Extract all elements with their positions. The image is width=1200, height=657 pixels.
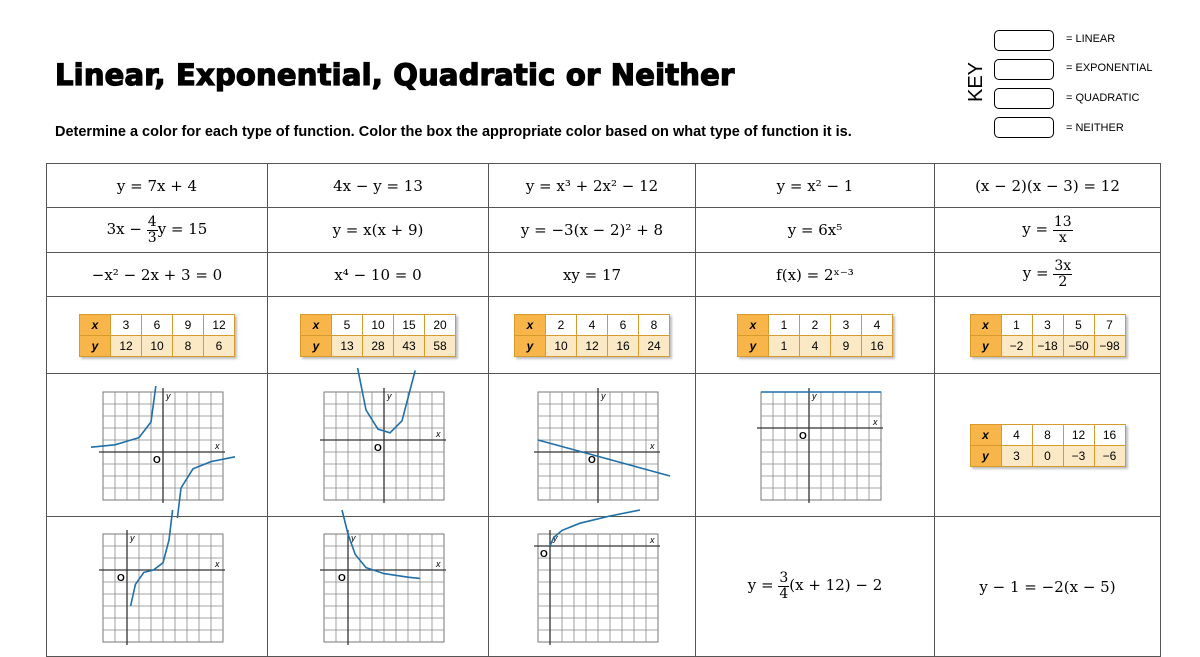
x-axis-label: x — [650, 441, 655, 451]
value-table-row — [970, 445, 1125, 466]
x-axis-label: x — [873, 417, 878, 427]
value-table-header: y — [301, 335, 332, 356]
value-table-cell: 12 — [204, 314, 235, 335]
coordinate-graph — [95, 528, 219, 646]
fraction — [778, 571, 789, 601]
value-table-cell: 4 — [1001, 424, 1032, 445]
value-table-cell: 5 — [332, 314, 363, 335]
x-axis-label: x — [215, 558, 220, 569]
numerator: 3x — [1054, 258, 1072, 275]
cell-r5c2[interactable] — [268, 374, 489, 517]
denominator: x — [1058, 229, 1067, 246]
equation-part: y = — [1022, 220, 1049, 238]
value-table — [79, 314, 235, 357]
value-table-cell: 16 — [608, 335, 639, 356]
value-table-cell: 10 — [363, 314, 394, 335]
cell-r1c4[interactable] — [696, 164, 935, 208]
key-text-quadratic: = QUADRATIC — [1066, 92, 1140, 104]
value-table-cell: 9 — [173, 314, 204, 335]
value-table-header: y — [80, 335, 111, 356]
x-axis-label: x — [436, 429, 441, 439]
equation: (x − 2)(x − 3) = 12 — [975, 176, 1120, 195]
value-table-cell: 3 — [831, 314, 862, 335]
coordinate-graph — [753, 386, 877, 504]
value-table-cell: 20 — [425, 314, 456, 335]
cell-r4c3[interactable] — [489, 297, 696, 374]
equation-part: y = — [1022, 264, 1049, 283]
value-table-cell: 8 — [1032, 424, 1063, 445]
y-axis-label: y — [387, 391, 392, 401]
cell-r5c4[interactable] — [696, 374, 935, 517]
value-table — [970, 424, 1126, 467]
equation: x⁴ − 10 = 0 — [334, 265, 422, 284]
value-table-header: x — [970, 314, 1001, 335]
equation: y = 6x⁵ — [787, 221, 843, 239]
value-table-cell: 1 — [769, 335, 800, 356]
cell-r3c3[interactable] — [489, 253, 696, 297]
y-axis-label: y — [553, 532, 558, 543]
origin-label: O — [338, 572, 346, 584]
coordinate-graph — [316, 386, 440, 504]
value-table-cell: 10 — [546, 335, 577, 356]
cell-r6c2[interactable] — [268, 517, 489, 657]
cell-r2c1[interactable] — [47, 208, 268, 253]
x-axis-label: x — [650, 534, 655, 545]
value-table-cell: 7 — [1094, 314, 1125, 335]
value-table-cell: 16 — [1094, 424, 1125, 445]
value-table-cell: 3 — [111, 314, 142, 335]
value-table-cell: −2 — [1001, 335, 1032, 356]
equation: −x² − 2x + 3 = 0 — [91, 265, 223, 284]
value-table-cell: 4 — [800, 335, 831, 356]
equation: 4x − y = 13 — [333, 176, 423, 195]
equation: y = x(x + 9) — [332, 221, 424, 239]
value-table-cell: 8 — [639, 314, 670, 335]
value-table-row — [970, 335, 1125, 356]
key-text-neither: = NEITHER — [1066, 122, 1124, 134]
value-table-cell: 6 — [608, 314, 639, 335]
origin-label: O — [588, 455, 596, 466]
y-axis-label: y — [601, 391, 606, 401]
value-table-cell: −98 — [1094, 335, 1125, 356]
value-table-cell: −18 — [1032, 335, 1063, 356]
value-table-header: y — [738, 335, 769, 356]
cell-r2c5[interactable] — [935, 208, 1161, 253]
value-table-cell: 8 — [173, 335, 204, 356]
origin-label: O — [153, 455, 161, 466]
equation: y − 1 = −2(x − 5) — [979, 577, 1116, 596]
coordinate-graph — [316, 528, 440, 646]
equation-part: 3x − — [106, 220, 142, 238]
value-table-cell: 12 — [111, 335, 142, 356]
cell-r1c2[interactable] — [268, 164, 489, 208]
cell-r4c5[interactable] — [935, 297, 1161, 374]
value-table-header: y — [515, 335, 546, 356]
equation-part: y = 15 — [157, 220, 208, 238]
denominator: 2 — [1058, 274, 1068, 290]
value-table-header: x — [515, 314, 546, 335]
key-box-exponential[interactable] — [994, 59, 1054, 80]
origin-label: O — [374, 443, 382, 454]
cell-r4c2[interactable] — [268, 297, 489, 374]
fraction — [1053, 259, 1072, 289]
value-table-row — [738, 335, 893, 356]
cell-r1c1[interactable] — [47, 164, 268, 208]
y-axis-label: y — [351, 532, 356, 543]
value-table — [514, 314, 670, 357]
value-table-row — [515, 335, 670, 356]
numerator: 3 — [779, 570, 789, 587]
value-table-cell: 24 — [639, 335, 670, 356]
value-table-row — [301, 335, 456, 356]
value-table — [300, 314, 456, 357]
cell-r6c4[interactable] — [696, 517, 935, 657]
denominator: 3 — [147, 229, 157, 246]
value-table — [970, 314, 1126, 357]
value-table-cell: 2 — [546, 314, 577, 335]
origin-label: O — [799, 431, 807, 442]
numerator: 13 — [1053, 213, 1072, 230]
value-table-cell: 6 — [142, 314, 173, 335]
denominator: 4 — [779, 586, 789, 602]
value-table-row — [515, 314, 670, 335]
value-table-cell: 1 — [1001, 314, 1032, 335]
key-box-neither[interactable] — [994, 117, 1054, 138]
function-grid — [46, 163, 1161, 657]
value-table-cell: 4 — [577, 314, 608, 335]
cell-r3c2[interactable] — [268, 253, 489, 297]
value-table-cell: −6 — [1094, 445, 1125, 466]
value-table-cell: 5 — [1063, 314, 1094, 335]
value-table-cell: 13 — [332, 335, 363, 356]
cell-r2c4[interactable] — [696, 208, 935, 253]
key-box-linear[interactable] — [994, 30, 1054, 51]
cell-r4c4[interactable] — [696, 297, 935, 374]
cell-r4c1[interactable] — [47, 297, 268, 374]
value-table-cell: 1 — [769, 314, 800, 335]
cell-r6c3[interactable] — [489, 517, 696, 657]
value-table-cell: 4 — [862, 314, 893, 335]
cell-r2c2[interactable] — [268, 208, 489, 253]
value-table-cell: 3 — [1032, 314, 1063, 335]
fraction — [147, 215, 158, 245]
cell-r1c5[interactable] — [935, 164, 1161, 208]
value-table-cell: 12 — [577, 335, 608, 356]
cell-r5c5[interactable] — [935, 374, 1161, 517]
value-table-cell: 6 — [204, 335, 235, 356]
equation: xy = 17 — [562, 265, 622, 284]
y-axis-label: y — [130, 532, 135, 543]
cell-r6c1[interactable] — [47, 517, 268, 657]
page-title: Linear, Exponential, Quadratic or Neither — [55, 58, 735, 92]
instructions: Determine a color for each type of function. Color the box the appropriate color based on what type of function it is. — [55, 124, 852, 140]
x-axis-label: x — [436, 558, 441, 569]
x-axis-label: x — [215, 441, 220, 451]
value-table-row — [301, 314, 456, 335]
value-table-cell: 9 — [831, 335, 862, 356]
origin-label: O — [540, 548, 548, 560]
value-table-row — [80, 335, 235, 356]
value-table-row — [80, 314, 235, 335]
equation: f(x) = 2ˣ⁻³ — [776, 265, 854, 284]
value-table-cell: −3 — [1063, 445, 1094, 466]
value-table-row — [738, 314, 893, 335]
value-table-cell: 43 — [394, 335, 425, 356]
value-table-cell: 3 — [1001, 445, 1032, 466]
value-table-cell: 0 — [1032, 445, 1063, 466]
value-table-header: y — [970, 445, 1001, 466]
value-table-cell: 2 — [800, 314, 831, 335]
origin-label: O — [117, 572, 125, 584]
value-table-cell: 16 — [862, 335, 893, 356]
value-table-cell: 10 — [142, 335, 173, 356]
cell-r3c1[interactable] — [47, 253, 268, 297]
coordinate-graph — [530, 386, 654, 504]
numerator: 4 — [147, 213, 157, 230]
value-table-cell: 12 — [1063, 424, 1094, 445]
equation: y = −3(x − 2)² + 8 — [520, 221, 664, 239]
cell-r3c5[interactable] — [935, 253, 1161, 297]
key-text-exponential: = EXPONENTIAL — [1066, 62, 1153, 74]
coordinate-graph — [530, 528, 654, 646]
value-table-cell: 28 — [363, 335, 394, 356]
value-table-cell: 58 — [425, 335, 456, 356]
cell-r5c3[interactable] — [489, 374, 696, 517]
cell-r3c4[interactable] — [696, 253, 935, 297]
equation: y = 7x + 4 — [116, 176, 198, 195]
equation: y = x³ + 2x² − 12 — [525, 176, 659, 195]
equation-part: (x + 12) − 2 — [789, 576, 883, 595]
value-table-cell: −50 — [1063, 335, 1094, 356]
value-table-cell: 15 — [394, 314, 425, 335]
value-table-row — [970, 424, 1125, 445]
value-table-header: x — [738, 314, 769, 335]
key-label: KEY — [965, 61, 987, 103]
cell-r1c3[interactable] — [489, 164, 696, 208]
key-text-linear: = LINEAR — [1066, 33, 1116, 45]
equation-part: y = — [747, 576, 774, 595]
cell-r2c3[interactable] — [489, 208, 696, 253]
value-table-header: y — [970, 335, 1001, 356]
equation: y = x² − 1 — [776, 176, 854, 195]
value-table-header: x — [80, 314, 111, 335]
y-axis-label: y — [166, 391, 171, 401]
value-table-header: x — [970, 424, 1001, 445]
value-table — [737, 314, 893, 357]
value-table-row — [970, 314, 1125, 335]
key-box-quadratic[interactable] — [994, 88, 1054, 109]
fraction — [1053, 215, 1073, 245]
value-table-header: x — [301, 314, 332, 335]
cell-r5c1[interactable] — [47, 374, 268, 517]
coordinate-graph — [95, 386, 219, 504]
cell-r6c5[interactable] — [935, 517, 1161, 657]
y-axis-label: y — [812, 391, 817, 401]
